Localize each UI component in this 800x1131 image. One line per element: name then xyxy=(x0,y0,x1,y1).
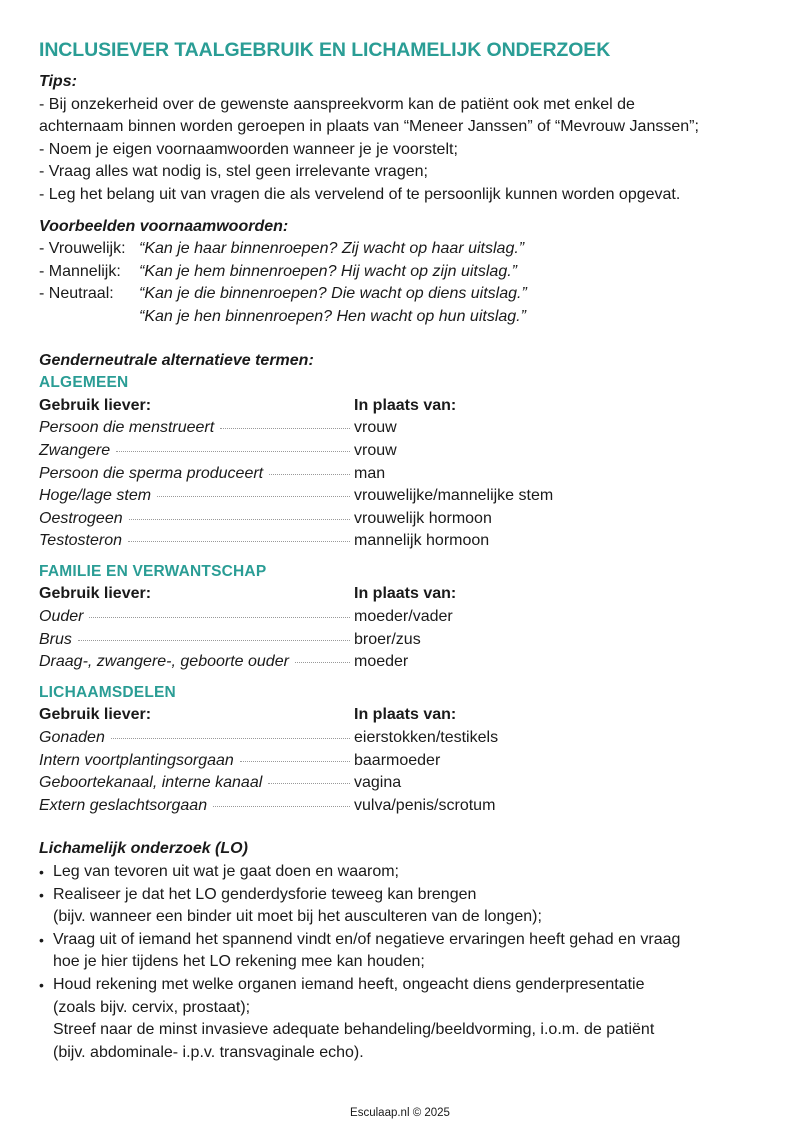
document-page xyxy=(39,38,769,1064)
pronouns-heading: Voorbeelden voornaamwoorden: xyxy=(39,217,289,235)
term-instead: moeder/vader xyxy=(354,608,453,626)
column-instead-header: In plaats van: xyxy=(354,706,457,724)
term-instead: vrouwelijke/mannelijke stem xyxy=(354,487,554,505)
terms-table-header xyxy=(39,583,769,606)
term-row xyxy=(39,463,769,486)
term-row xyxy=(39,727,769,750)
term-row xyxy=(39,530,769,553)
term-use: Oestrogeen xyxy=(39,509,123,527)
term-use: Draag-, zwangere-, geboorte ouder xyxy=(39,653,289,671)
term-instead: broer/zus xyxy=(354,630,421,648)
terms-table-header xyxy=(39,395,769,418)
footer-copyright: Esculaap.nl © 2025 xyxy=(350,1107,450,1119)
section-title-familie: FAMILIE EN VERWANTSCHAP xyxy=(39,562,267,580)
dotted-leader xyxy=(111,738,350,739)
exam-item-line: (bijv. wanneer een binder uit moet bij het ausculteren van de longen); xyxy=(53,908,542,926)
pronoun-label xyxy=(39,306,139,329)
pronoun-label: - Vrouwelijk: xyxy=(39,240,126,258)
section-title-algemeen: ALGEMEEN xyxy=(39,374,129,392)
pronoun-row xyxy=(39,283,769,306)
dotted-leader xyxy=(269,474,350,475)
term-use: Zwangere xyxy=(39,441,111,459)
term-row xyxy=(39,440,769,463)
exam-item-line: (zoals bijv. cervix, prostaat); xyxy=(53,998,251,1016)
pronoun-label: - Neutraal: xyxy=(39,285,114,303)
tips-heading: Tips: xyxy=(39,73,77,90)
column-use-header: Gebruik liever: xyxy=(39,585,152,603)
dotted-leader xyxy=(116,451,350,452)
tips-line: achternaam binnen worden geroepen in plaats van “Meneer Janssen” of “Mevrouw Janssen”; xyxy=(39,118,699,136)
term-use: Testosteron xyxy=(39,532,123,550)
dotted-leader xyxy=(157,496,350,497)
term-use: Persoon die sperma produceert xyxy=(39,464,264,482)
exam-heading: Lichamelijk onderzoek (LO) xyxy=(39,840,248,858)
term-row xyxy=(39,772,769,795)
term-instead: vulva/penis/scrotum xyxy=(354,796,496,814)
term-use: Brus xyxy=(39,630,72,648)
term-use: Persoon die menstrueert xyxy=(39,419,215,437)
dotted-leader xyxy=(240,761,350,762)
column-use-header: Gebruik liever: xyxy=(39,706,152,724)
terms-heading: Genderneutrale alternatieve termen: xyxy=(39,351,314,369)
term-instead: man xyxy=(354,464,386,482)
bullet-marker: • xyxy=(39,976,44,993)
term-row xyxy=(39,417,769,440)
exam-item-line: Streef naar de minst invasieve adequate behandeling/beeldvorming, i.o.m. de patiënt xyxy=(53,1021,655,1039)
term-row xyxy=(39,485,769,508)
pronoun-row xyxy=(39,238,769,261)
dotted-leader xyxy=(268,783,350,784)
tips-line: - Leg het belang uit van vragen die als vervelend of te persoonlijk kunnen worden opgevat. xyxy=(39,185,681,203)
exam-bullet-item xyxy=(39,974,769,1064)
terms-section xyxy=(39,350,769,818)
term-instead: vrouw xyxy=(354,419,397,437)
term-use: Gonaden xyxy=(39,729,105,747)
dotted-leader xyxy=(128,541,350,542)
bullet-marker: • xyxy=(39,931,44,948)
column-instead-header: In plaats van: xyxy=(354,585,457,603)
section-title-lichaamsdelen: LICHAAMSDELEN xyxy=(39,683,176,701)
pronoun-example: “Kan je hen binnenroepen? Hen wacht op hun uitslag.” xyxy=(139,307,526,325)
pronoun-example: “Kan je haar binnenroepen? Zij wacht op haar uitslag.” xyxy=(139,240,525,258)
dotted-leader xyxy=(89,617,350,618)
tips-line: - Bij onzekerheid over de gewenste aanspreekvorm kan de patiënt ook met enkel de xyxy=(39,95,635,113)
pronoun-label: - Mannelijk: xyxy=(39,262,121,280)
bullet-marker: • xyxy=(39,886,44,903)
exam-item-line: Realiseer je dat het LO genderdysforie teweeg kan brengen xyxy=(53,885,477,903)
term-row xyxy=(39,651,769,674)
term-instead: baarmoeder xyxy=(354,751,441,769)
column-instead-header: In plaats van: xyxy=(354,396,457,414)
exam-item-line: Leg van tevoren uit wat je gaat doen en waarom; xyxy=(53,863,399,880)
dotted-leader xyxy=(129,519,350,520)
tips-line: - Vraag alles wat nodig is, stel geen irrelevante vragen; xyxy=(39,163,428,181)
dotted-leader xyxy=(213,806,350,807)
exam-bullet-item xyxy=(39,929,769,974)
pronoun-example: “Kan je hem binnenroepen? Hij wacht op zijn uitslag.” xyxy=(139,262,517,280)
bullet-marker: • xyxy=(39,864,44,880)
term-instead: moeder xyxy=(354,653,409,671)
dotted-leader xyxy=(295,662,350,663)
term-use: Extern geslachtsorgaan xyxy=(39,796,208,814)
term-instead: mannelijk hormoon xyxy=(354,532,490,550)
pronoun-row xyxy=(39,261,769,284)
term-use: Ouder xyxy=(39,608,84,626)
term-row xyxy=(39,508,769,531)
document-title: INCLUSIEVER TAALGEBRUIK EN LICHAMELIJK ONDERZOEK xyxy=(39,39,611,61)
term-row xyxy=(39,606,769,629)
dotted-leader xyxy=(78,640,350,641)
pronoun-row xyxy=(39,306,769,329)
exam-section xyxy=(39,838,769,1064)
pronoun-example: “Kan je die binnenroepen? Die wacht op diens uitslag.” xyxy=(139,285,527,303)
term-row xyxy=(39,629,769,652)
exam-item-line: (bijv. abdominale- i.p.v. transvaginale echo). xyxy=(53,1043,364,1061)
exam-item-line: hoe je hier tijdens het LO rekening mee kan houden; xyxy=(53,953,425,971)
tips-line: - Noem je eigen voornaamwoorden wanneer je je voorstelt; xyxy=(39,140,458,158)
exam-bullet-item xyxy=(39,884,769,929)
tips-section xyxy=(39,71,769,207)
term-instead: eierstokken/testikels xyxy=(354,729,499,747)
dotted-leader xyxy=(220,428,350,429)
exam-item-line: Houd rekening met welke organen iemand heeft, ongeacht diens genderpresentatie xyxy=(53,975,645,993)
exam-item-line: Vraag uit of iemand het spannend vindt en/of negatieve ervaringen heeft gehad en vraag xyxy=(53,930,681,948)
term-instead: vrouw xyxy=(354,441,397,459)
terms-table-header xyxy=(39,704,769,727)
term-use: Hoge/lage stem xyxy=(39,487,152,505)
term-instead: vagina xyxy=(354,774,402,792)
term-row xyxy=(39,750,769,773)
term-use: Geboortekanaal, interne kanaal xyxy=(39,774,263,792)
column-use-header: Gebruik liever: xyxy=(39,396,152,414)
term-instead: vrouwelijk hormoon xyxy=(354,509,492,527)
term-row xyxy=(39,795,769,818)
pronouns-section xyxy=(39,216,769,329)
exam-bullet-item xyxy=(39,861,769,884)
term-use: Intern voortplantingsorgaan xyxy=(39,751,234,769)
